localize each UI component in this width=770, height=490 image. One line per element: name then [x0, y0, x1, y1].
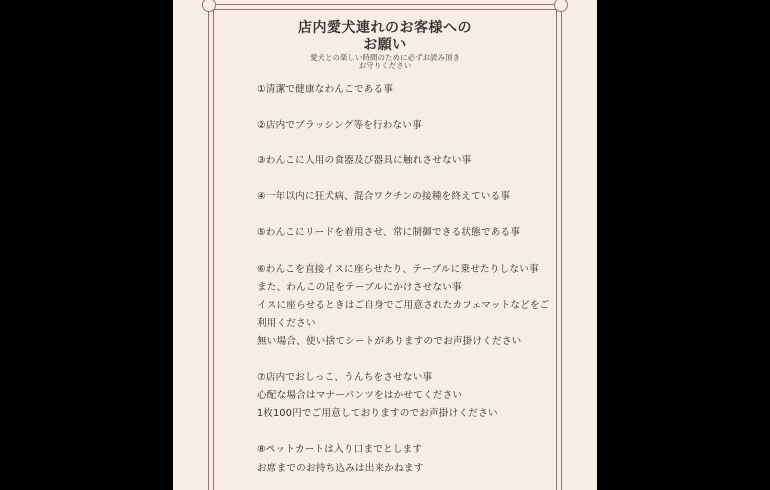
rule-1: ①清潔で健康なわんこである事 — [257, 84, 394, 95]
notice-sheet — [173, 0, 597, 490]
rule-6-note-4: 無い場合、使い捨てシートがありますのでお声掛けください — [257, 336, 522, 347]
notice-subtitle-line-1: 愛犬との楽しい時間のために必ずお読み頂き — [310, 53, 460, 62]
rule-6: ⑥わんこを直接イスに座らせたり、テーブルに乗せたりしない事 — [257, 264, 539, 275]
rule-3: ③わんこに人用の食器及び器具に触れさせない事 — [257, 155, 472, 166]
rule-8: ⑧ペットカートは入り口までとします — [257, 444, 423, 455]
notice-title-line-1: 店内愛犬連れのお客様への — [298, 20, 472, 36]
rule-4: ④一年以内に狂犬病、混合ワクチンの接種を終えている事 — [257, 191, 511, 202]
rule-5: ⑤わんこにリードを着用させ、常に制御できる状態である事 — [257, 227, 521, 238]
rule-7: ⑦店内でおしっこ、うんちをさせない事 — [257, 372, 433, 383]
notice-title-line-2: お願い — [363, 37, 407, 53]
border-corner-top-right — [554, 0, 568, 12]
notice-subtitle-line-2: お守りください — [358, 61, 412, 70]
rule-2: ②店内でブラッシング等を行わない事 — [257, 120, 422, 131]
rule-6-note-3: 利用ください — [257, 318, 316, 329]
rule-7-note-2: 1枚100円でご用意しておりますのでお声掛けください — [257, 408, 498, 419]
rule-6-note-2: イスに座らせるときはご自身でご用意されたカフェマットなどをご — [257, 300, 550, 311]
rule-8-note-1: お席までのお持ち込みは出来かねます — [257, 463, 424, 474]
rule-6-note-1: また、わんこの足をテーブルにかけさせない事 — [257, 282, 462, 293]
rule-7-note-1: 心配な場合はマナーパンツをはかせてください — [257, 390, 463, 401]
